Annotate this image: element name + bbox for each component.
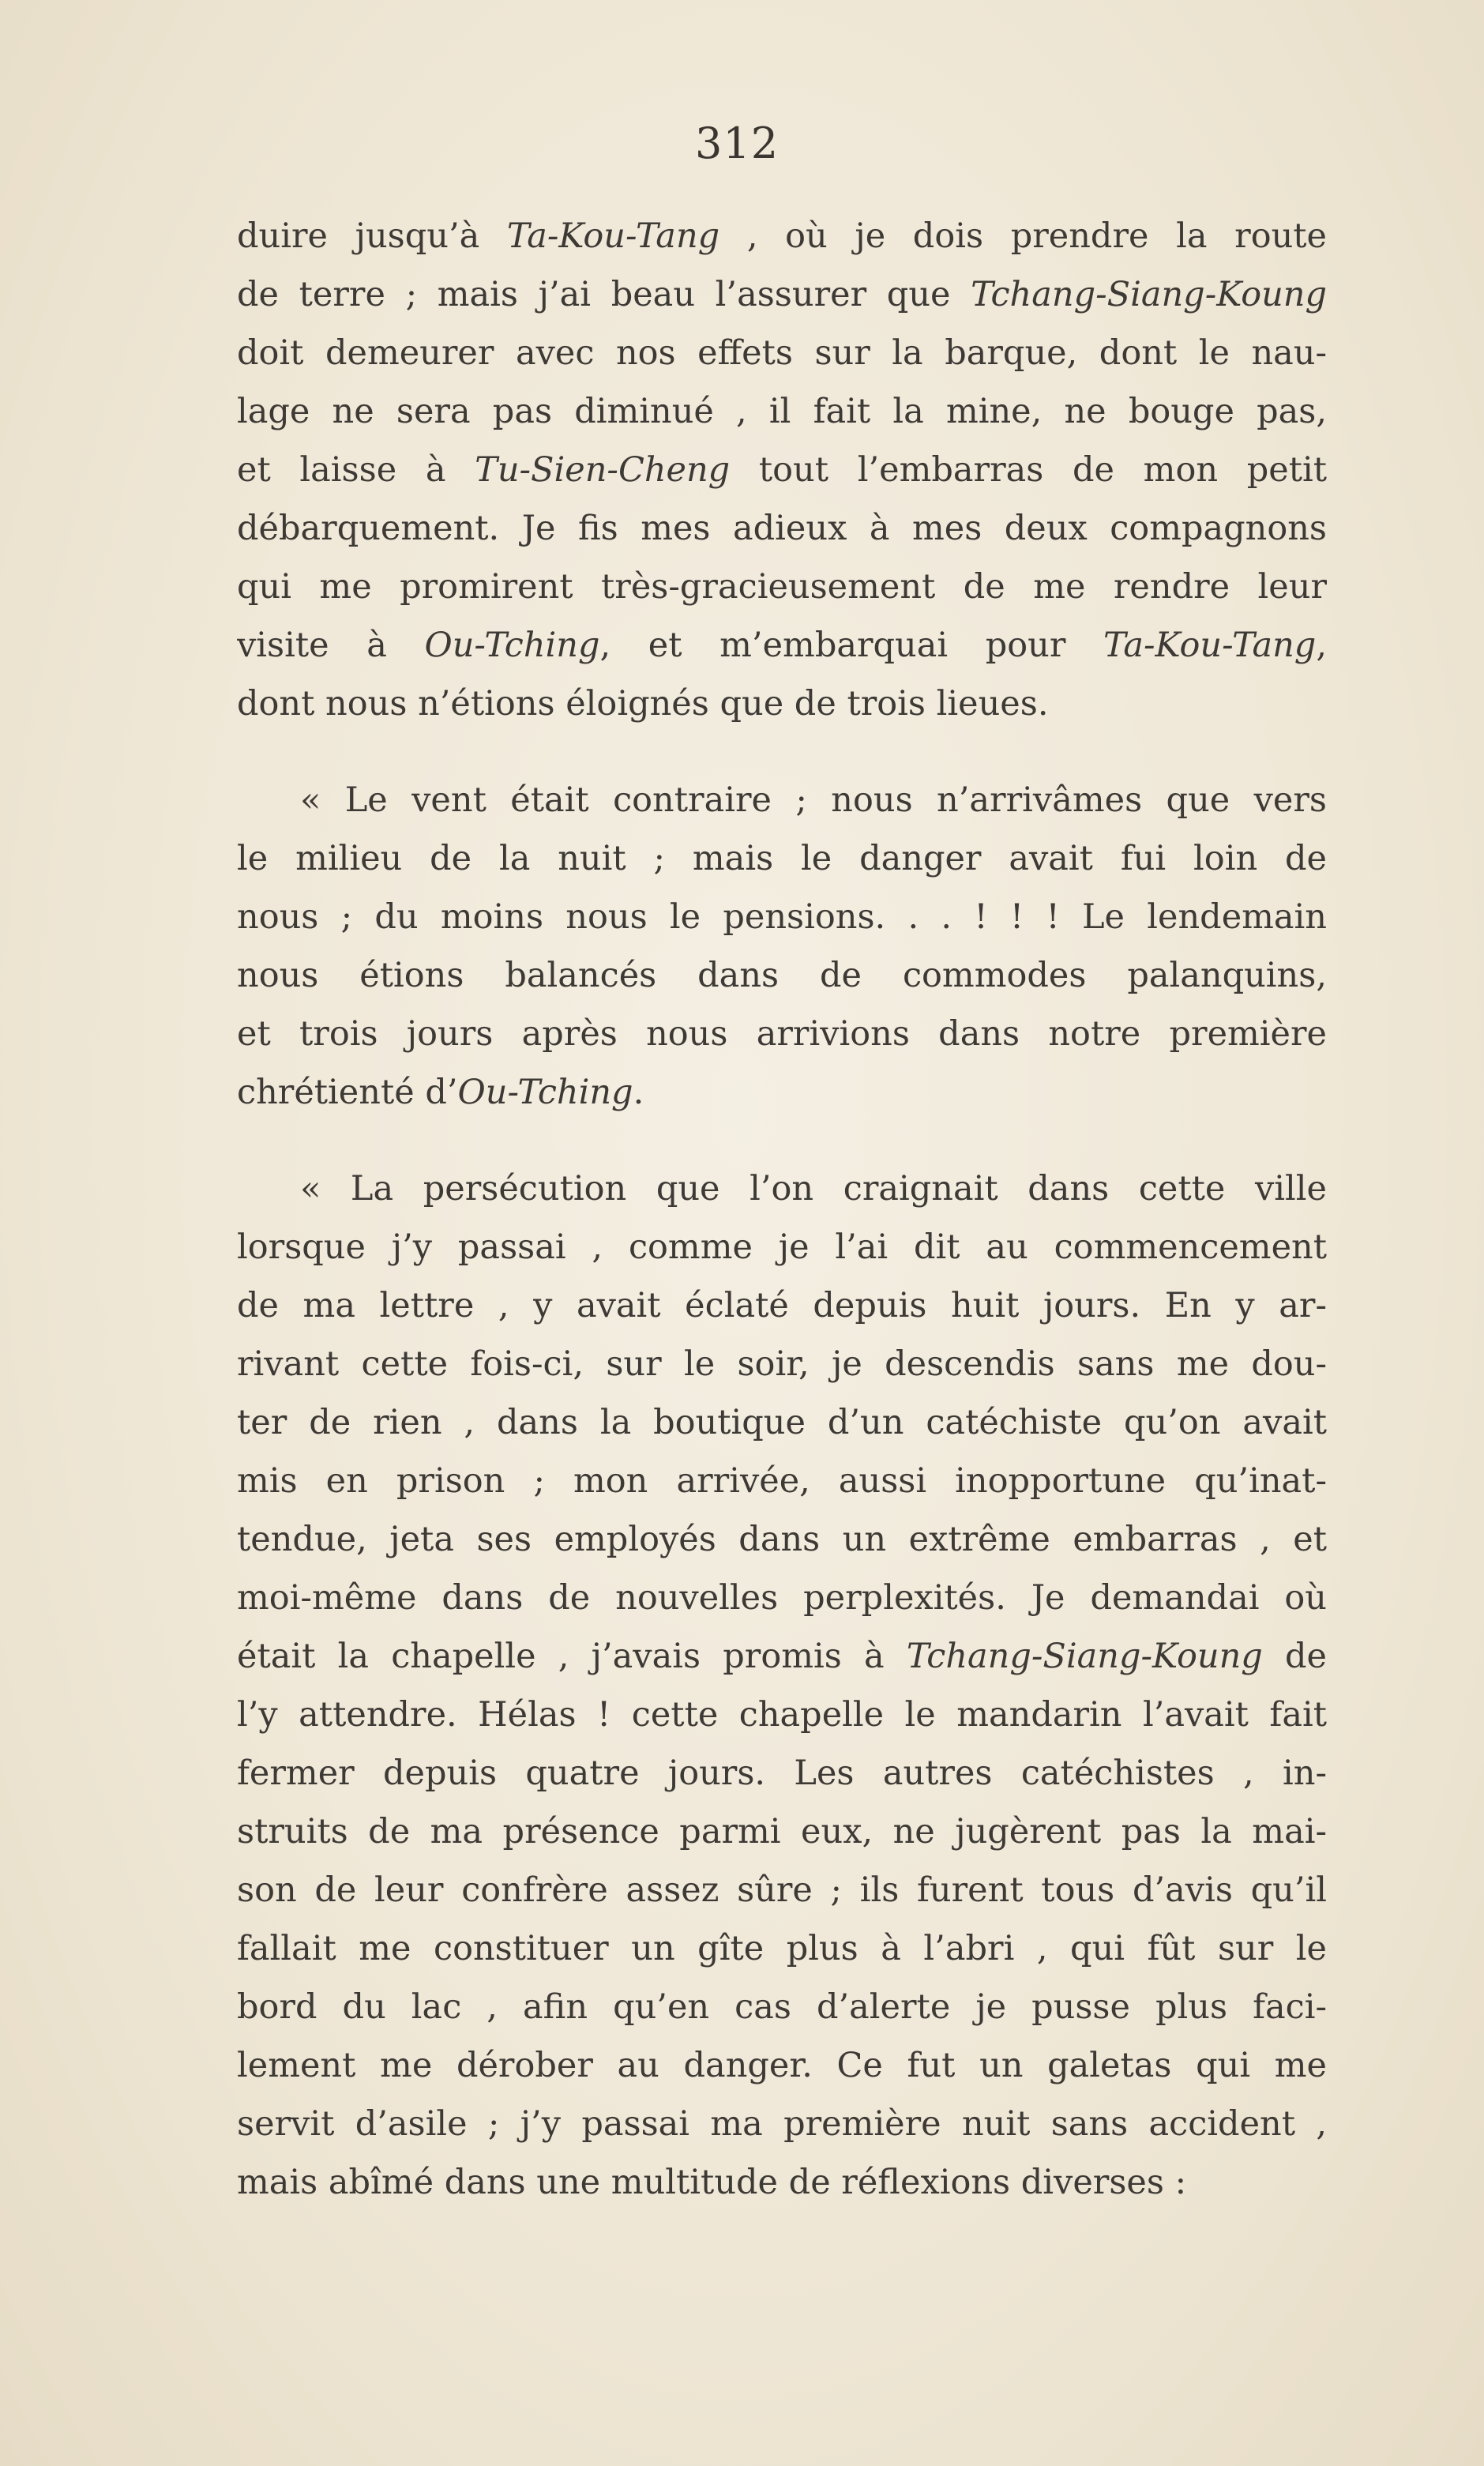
text-segment: bord du lac , afin qu’en cas d’alerte je pusse plus faci- [237,1987,1327,2027]
text-line [237,1160,1327,1218]
paragraph [237,771,1327,1122]
text-segment: le milieu de la nuit ; mais le danger avait fui loin de [237,839,1327,878]
text-line [237,2036,1327,2095]
text-line [237,1803,1327,1861]
text-line [237,265,1327,324]
text-segment: et trois jours après nous arrivions dans notre première [237,1014,1327,1054]
text-line [237,1335,1327,1393]
text-line [237,1919,1327,1978]
text-segment: dont nous n’étions éloignés que de trois lieues. [237,684,1049,724]
text-segment: servit d’asile ; j’y passai ma première nuit sans accident , [237,2104,1327,2144]
paragraph-gap [237,1122,1327,1160]
text-line [237,207,1327,265]
text-line [237,1005,1327,1063]
text-segment: fermer depuis quatre jours. Les autres catéchistes , in- [237,1754,1327,1793]
text-line [237,1393,1327,1452]
text-segment: « La persécution que l’on craignait dans cette ville [300,1169,1327,1209]
text-line [237,499,1327,558]
text-line [237,1686,1327,1744]
body-text [237,207,1327,2212]
text-segment: de terre ; mais j’ai beau l’assurer que [237,275,971,314]
text-segment: ter de rien , dans la boutique d’un catéchiste qu’on avait [237,1403,1327,1442]
text-line [237,888,1327,946]
text-segment: doit demeurer avec nos effets sur la barque, dont le nau- [237,333,1327,373]
text-segment: « Le vent était contraire ; nous n’arrivâmes que vers [300,780,1327,820]
text-line [237,616,1327,675]
italic-name: Tchang-Siang-Koung [906,1637,1263,1676]
text-segment: visite à [237,626,425,665]
italic-name: Ta-Kou-Tang [1103,626,1317,665]
text-line [237,1218,1327,1276]
text-line [237,1627,1327,1686]
text-segment: mis en prison ; mon arrivée, aussi inopportune qu’inat- [237,1461,1327,1501]
text-segment: et laisse à [237,450,475,490]
text-segment: moi-même dans de nouvelles perplexités. Je demandai où [237,1578,1327,1618]
text-line [237,324,1327,382]
text-line [237,2153,1327,2212]
text-line [237,558,1327,616]
text-segment: son de leur confrère assez sûre ; ils furent tous d’avis qu’il [237,1870,1327,1910]
text-segment: tout l’embarras de mon petit [730,450,1327,490]
text-segment: mais abîmé dans une multitude de réflexions diverses : [237,2163,1187,2202]
text-line [237,1744,1327,1803]
text-segment: débarquement. Je fis mes adieux à mes deux compagnons [237,509,1327,548]
text-line [237,382,1327,441]
text-segment: de [1262,1637,1327,1676]
page-number: 312 [695,118,780,168]
text-segment: qui me promirent très-gracieusement de me rendre leur [237,567,1327,607]
text-segment: lage ne sera pas diminué , il fait la mine, ne bouge pas, [237,392,1327,431]
text-segment: , et m’embarquai pour [599,626,1104,665]
text-segment: rivant cette fois-ci, sur le soir, je descendis sans me dou- [237,1344,1327,1384]
text-line [237,2095,1327,2153]
text-segment: , où je dois prendre la route [719,216,1327,256]
italic-name: Ta-Kou-Tang [506,216,720,256]
text-line [237,1452,1327,1510]
text-line [237,675,1327,733]
italic-name: Tu-Sien-Cheng [475,450,731,490]
text-segment: lorsque j’y passai , comme je l’ai dit au commencement [237,1227,1327,1267]
paragraph [237,207,1327,733]
text-segment: chrétienté d’ [237,1073,458,1112]
text-line [237,1978,1327,2036]
text-line [237,1510,1327,1569]
text-segment: struits de ma présence parmi eux, ne jugèrent pas la mai- [237,1812,1327,1851]
text-segment: nous étions balancés dans de commodes palanquins, [237,956,1327,995]
text-line [237,946,1327,1005]
text-line [237,829,1327,888]
text-segment: . [633,1073,644,1112]
text-line [237,441,1327,499]
italic-name: Ou-Tching [424,626,600,665]
text-line [237,1276,1327,1335]
italic-name: Ou-Tching [457,1073,633,1112]
text-line [237,771,1327,829]
text-segment: l’y attendre. Hélas ! cette chapelle le mandarin l’avait fait [237,1695,1327,1735]
text-segment: lement me dérober au danger. Ce fut un galetas qui me [237,2046,1327,2085]
paragraph [237,1160,1327,2212]
italic-name: Tchang-Siang-Koung [971,275,1327,314]
text-segment: de ma lettre , y avait éclaté depuis huit jours. En y ar- [237,1286,1327,1325]
paragraph-gap [237,733,1327,771]
text-segment: nous ; du moins nous le pensions. . . ! ! ! Le lendemain [237,897,1327,937]
text-segment: duire jusqu’à [237,216,507,256]
text-line [237,1569,1327,1627]
text-segment: était la chapelle , j’avais promis à [237,1637,907,1676]
text-segment: , [1316,626,1327,665]
text-segment: tendue, jeta ses employés dans un extrême embarras , et [237,1520,1327,1559]
text-segment: fallait me constituer un gîte plus à l’abri , qui fût sur le [237,1929,1327,1968]
text-line [237,1063,1327,1122]
text-line [237,1861,1327,1919]
